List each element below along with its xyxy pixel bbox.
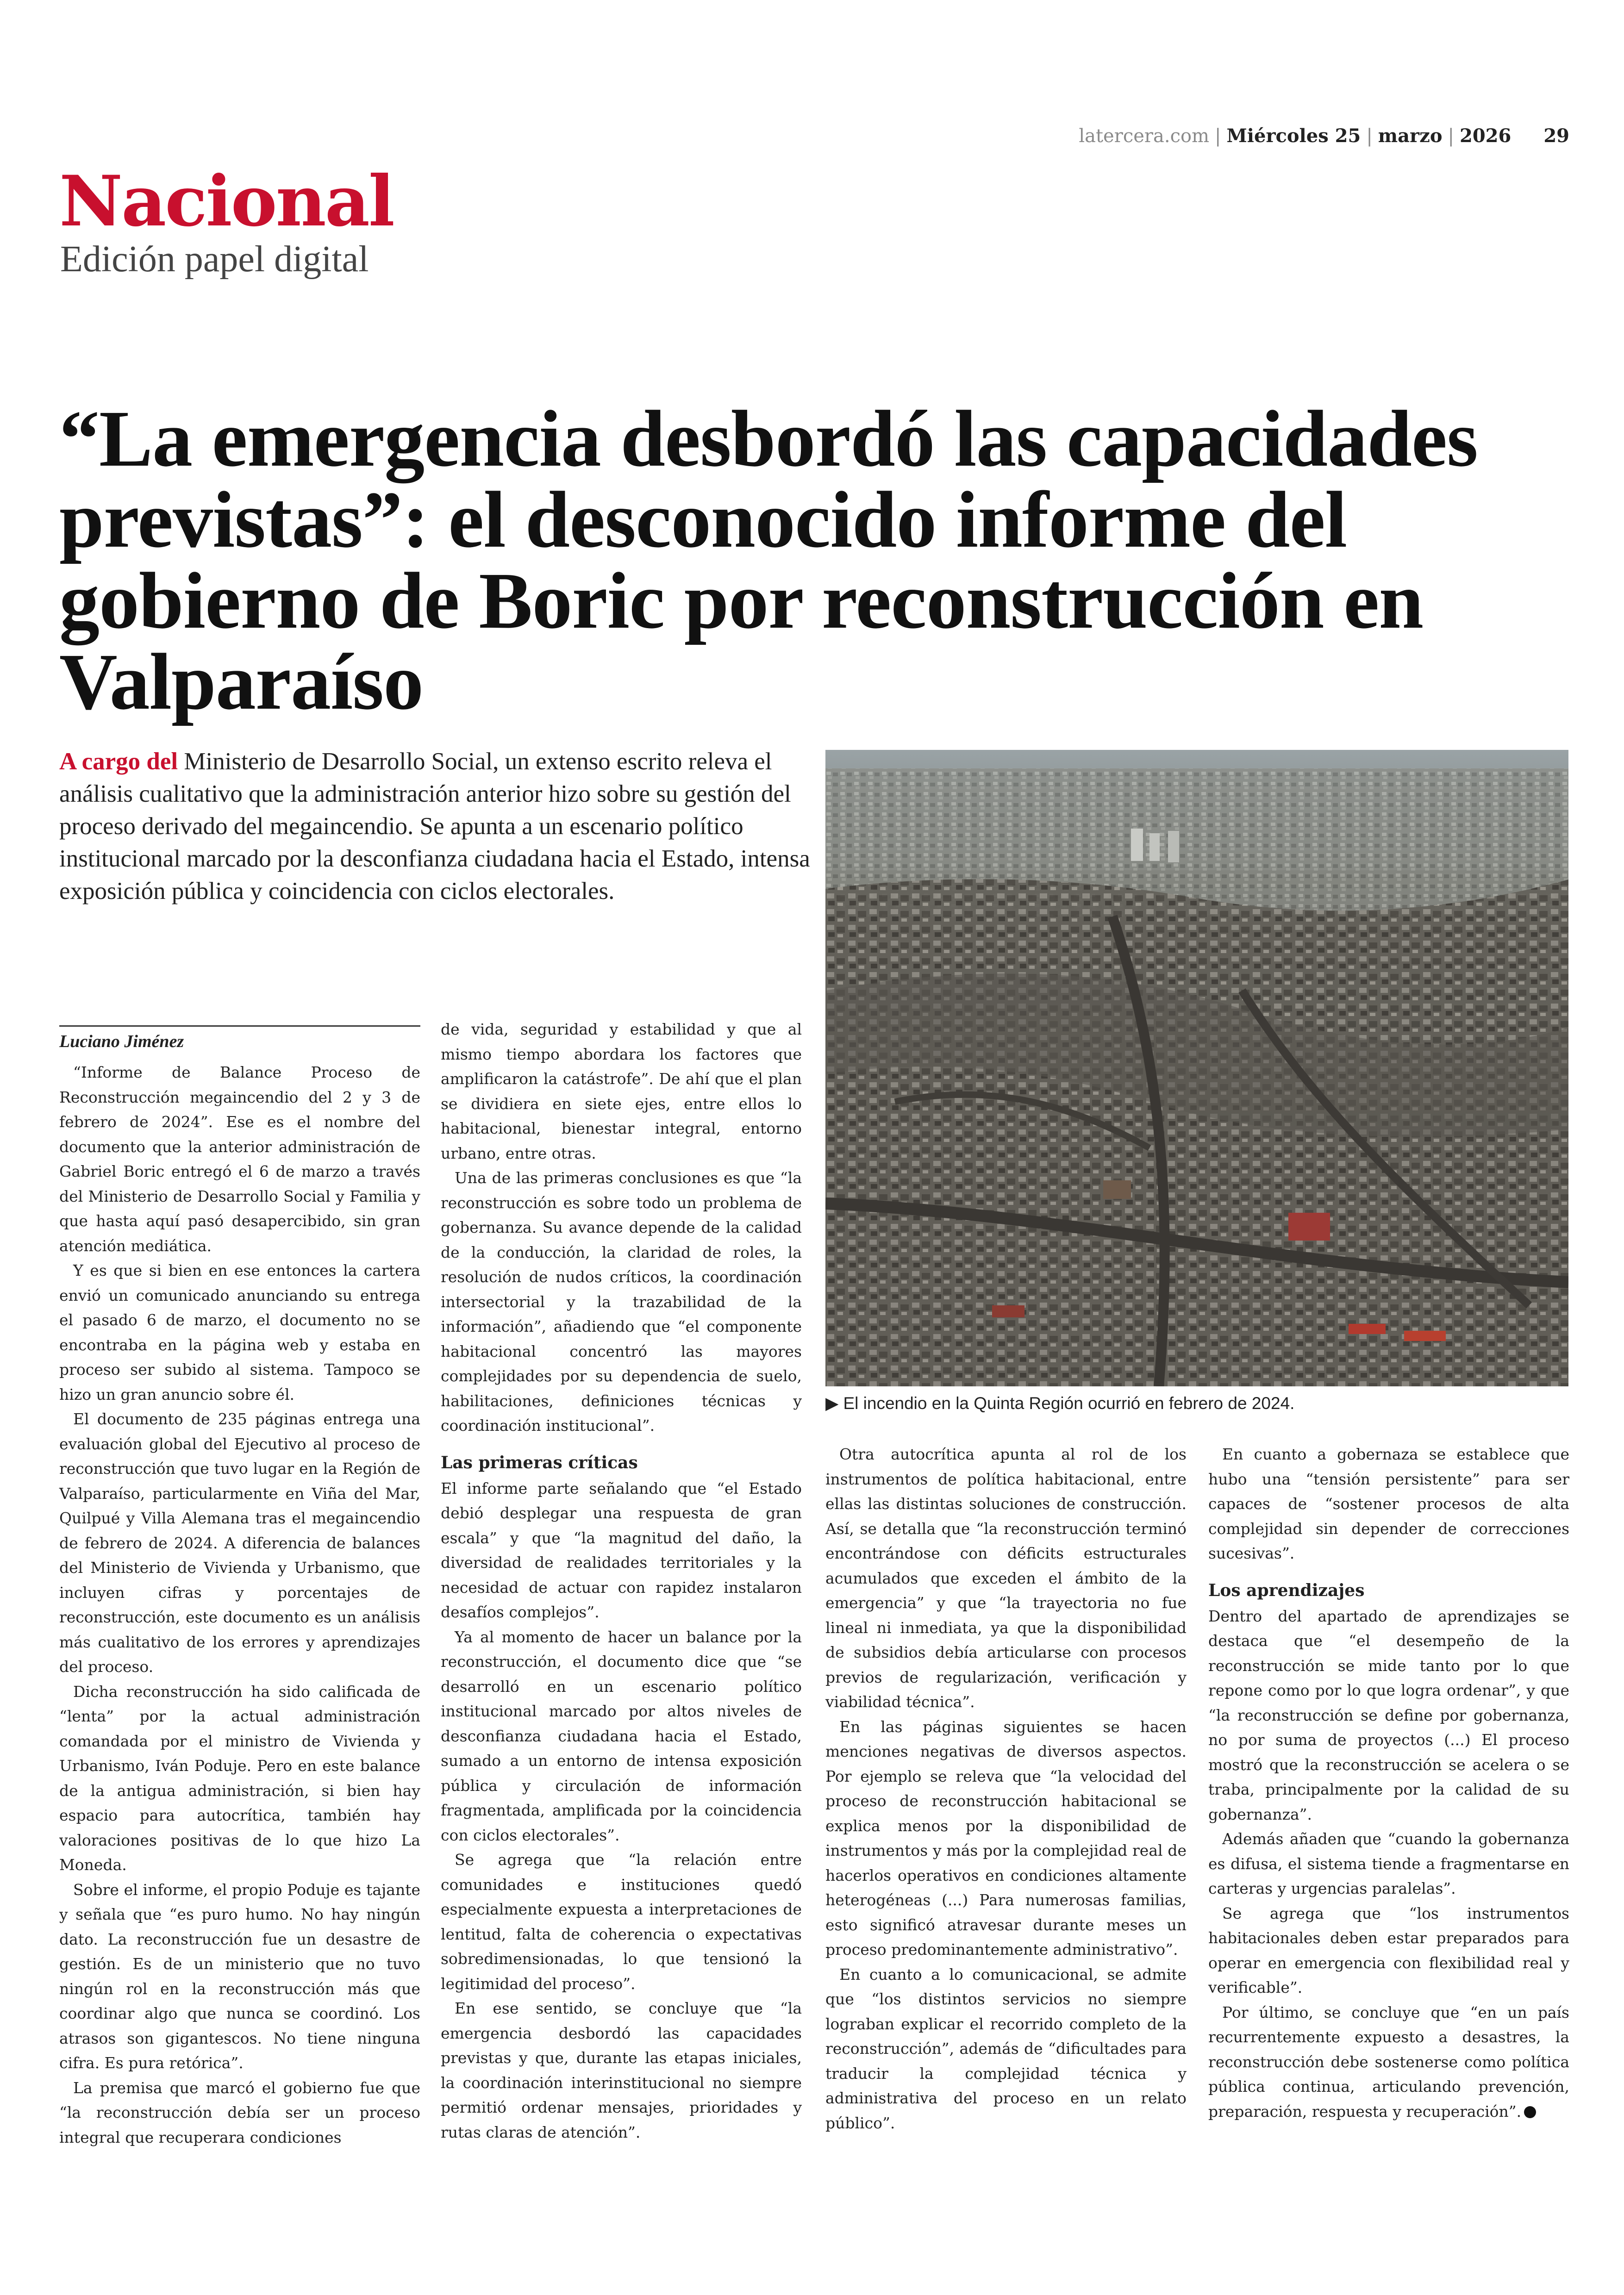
body-paragraph: Se agrega que “la relación entre comunidades e instituciones quedó especialmente expuesta a interpretaciones de lentitud, falta de coherencia o expectativas sobredimensionadas, lo que tensionó la legitimidad del proceso”.: [441, 1851, 802, 1993]
body-paragraph: En ese sentido, se concluye que “la emergencia desbordó las capacidades previstas y que, durante las etapas iniciales, la coordinación interinstitucional no siempre permitió ordenar mensajes, prioridades y rutas claras de atención”.: [441, 1999, 802, 2141]
final-paragraph-text: Por último, se concluye que “en un país recurrentemente expuesto a desastres, la reconstrucción debe sostenerse como política pública continua, articulando prevención, preparación, respuesta y recuperación”.: [1208, 2003, 1569, 2120]
photo-caption: [825, 1393, 1568, 1413]
masthead: latercera.com | Miércoles 25 | marzo | 2026 29: [1079, 125, 1569, 147]
body-column-3: [825, 1442, 1187, 2135]
date-month: marzo: [1378, 125, 1443, 147]
page-number: 29: [1543, 125, 1569, 147]
body-column-2: [441, 1017, 802, 2145]
body-paragraph: La premisa que marcó el gobierno fue que “la reconstrucción debía ser un proceso integral que recuperara condiciones: [59, 2078, 420, 2146]
subhead-aprendizajes: Los aprendizajes: [1208, 1580, 1365, 1600]
body-paragraph: Dicha reconstrucción ha sido calificada de “lenta” por la actual administración comandada por el ministro de Vivienda y Urbanismo, Iván Poduje. Pero en este balance de la antigua administración, si bien hay espacio para autocrítica, también hay valoraciones positivas de lo que hizo La Moneda.: [59, 1682, 420, 1874]
body-paragraph: En las páginas siguientes se hacen menciones negativas de diversos aspectos. Por ejemplo se releva que “la velocidad del proceso de reconstrucción habitacional se explica menos por la disponibilidad de instrumentos y más por la complejidad real de hacerlos operativos en condiciones altamente heterogéneas (...) Para numerosas familias, esto significó atravesar durante meses un proceso predominantemente administrativo”.: [825, 1717, 1187, 1958]
photo-caption-text: El incendio en la Quinta Región ocurrió en febrero de 2024.: [843, 1394, 1295, 1413]
body-column-4: [1208, 1442, 1569, 2124]
byline: Luciano Jiménez: [59, 1032, 184, 1051]
end-mark-icon: [1524, 2106, 1536, 2118]
lede-kicker: A cargo del: [59, 748, 178, 775]
headline: “La emergencia desbordó las capacidades previstas”: el desconocido informe del gobierno de Boric por reconstrucción en Valparaíso: [59, 394, 1478, 726]
body-paragraph: En cuanto a lo comunicacional, se admite que “los distintos servicios no siempre lograban explicar el recorrido completo de la reconstrucción”, además de “dificultades para traducir la complejidad técnica y administrativa del proceso en un relato público”.: [825, 1965, 1187, 2132]
site-name: latercera.com: [1079, 125, 1210, 147]
photo-illustration: [825, 750, 1568, 1386]
body-column-1: [59, 1060, 420, 2150]
body-paragraph: Y es que si bien en ese entonces la cartera envió un comunicado anunciando su entrega el pasado 6 de marzo, el documento no se encontraba en la página web y estaba en proceso ser subido al sistema. Tampoco se hizo un gran anuncio sobre él.: [59, 1261, 420, 1403]
body-paragraph: Una de las primeras conclusiones es que “la reconstrucción es sobre todo un problema de gobernanza. Su avance depende de la calidad de la conducción, la claridad de roles, la resolución de nudos críticos, la coordinación intersectorial y la trazabilidad de la información”, añadiendo que “el componente habitacional concentró las mayores complejidades por su dependencia de suelo, habilitaciones, definiciones técnicas y coordinación institucional”.: [441, 1169, 802, 1434]
caption-arrow-icon: ▶: [825, 1394, 839, 1413]
body-paragraph: Se agrega que “los instrumentos habitacionales deben estar preparados para operar en emergencia con flexibilidad real y verificable”.: [1208, 1904, 1569, 1996]
body-paragraph: El informe parte señalando que “el Estado debió desplegar una respuesta de gran escala” y que “la magnitud del daño, la diversidad de realidades territoriales y la necesidad de actuar con rapidez instalaron desafíos complejos”.: [441, 1479, 802, 1621]
edition-label: Edición papel digital: [60, 239, 369, 280]
subhead-primeras-criticas: Las primeras críticas: [441, 1453, 638, 1472]
body-paragraph: Otra autocrítica apunta al rol de los instrumentos de política habitacional, entre ellas las distintas soluciones de construcción. Así, se detalla que “la reconstrucción terminó encontrándose con déficits estructurales acumulados que exceden el ámbito de la emergencia” y que “la trayectoria no fue lineal ni inmediata, ya que la disponibilidad de subsidios debía articularse con procesos previos de regularización, verificación y viabilidad técnica”.: [825, 1445, 1187, 1711]
body-paragraph: Sobre el informe, el propio Poduje es tajante y señala que “es puro humo. No hay ningún dato. La reconstrucción fue un desastre de gestión. Es de un ministerio que no tuvo ningún rol en la reconstrucción más que coordinar algo que nunca se coordinó. Los atrasos son gigantescos. No tiene ninguna cifra. Es pura retórica”.: [59, 1880, 420, 2072]
body-paragraph: El documento de 235 páginas entrega una evaluación global del Ejecutivo al proceso de reconstrucción que tuvo lugar en la Región de Valparaíso, particularmente en Viña del Mar, Quilpué y Villa Alemana tras el megaincendio de febrero de 2024. A diferencia de balances del Ministerio de Vivienda y Urbanismo, que incluyen cifras y porcentajes de reconstrucción, este documento es un análisis más cualitativo de los errores y aprendizajes del proceso.: [59, 1410, 420, 1676]
lede: [59, 745, 818, 907]
body-paragraph: Además añaden que “cuando la gobernanza es difusa, el sistema tiende a fragmentarse en carteras y urgencias paralelas”.: [1208, 1830, 1569, 1897]
lede-text: Ministerio de Desarrollo Social, un extenso escrito releva el análisis cualitativo que la administración anterior hizo sobre su gestión del proceso derivado del megaincendio. Se apunta a un escenario político institucional marcado por la desconfianza ciudadana hacia el Estado, intensa exposición pública y coincidencia con ciclos electorales.: [59, 748, 810, 904]
body-paragraph: En cuanto a gobernaza se establece que hubo una “tensión persistente” para ser capaces de “sostener procesos de alta complejidad sin depender de correcciones sucesivas”.: [1208, 1445, 1569, 1562]
body-paragraph: de vida, seguridad y estabilidad y que al mismo tiempo abordara los factores que amplificaron la catástrofe”. De ahí que el plan se dividiera en siete ejes, entre ellos lo habitacional, bienestar integral, entorno urbano, entre otras.: [441, 1020, 802, 1162]
section-title: Nacional: [59, 161, 394, 242]
date-year: 2026: [1460, 125, 1512, 147]
body-paragraph: “Informe de Balance Proceso de Reconstrucción megaincendio del 2 y 3 de febrero de 2024”. Ese es el nombre del documento que la anterior administración de Gabriel Boric entregó el 6 de marzo a través del Ministerio de Desarrollo Social y Familia y que hasta aquí pasó desapercibido, sin gran atención mediática.: [59, 1063, 420, 1255]
body-paragraph-final: [1208, 2000, 1569, 2124]
date-weekday: Miércoles 25: [1226, 125, 1361, 147]
body-paragraph: Dentro del apartado de aprendizajes se destaca que “el desempeño de la reconstrucción se mide tanto por lo que repone como por lo que logra ordenar”, y que “la reconstrucción se define por gobernanza, no por suma de proyectos (...) El proceso mostró que la reconstrucción se acelera o se traba, principalmente por la calidad de su gobernanza”.: [1208, 1607, 1569, 1823]
fire-aerial-photo: [825, 750, 1568, 1386]
byline-rule: [59, 1025, 420, 1027]
body-paragraph: Ya al momento de hacer un balance por la reconstrucción, el documento dice que “se desarrolló en un escenario político institucional marcado por altos niveles de desconfianza ciudadana hacia el Estado, sumado a un entorno de intensa exposición pública y circulación de información fragmentada, amplificada por la coincidencia con ciclos electorales”.: [441, 1628, 802, 1844]
